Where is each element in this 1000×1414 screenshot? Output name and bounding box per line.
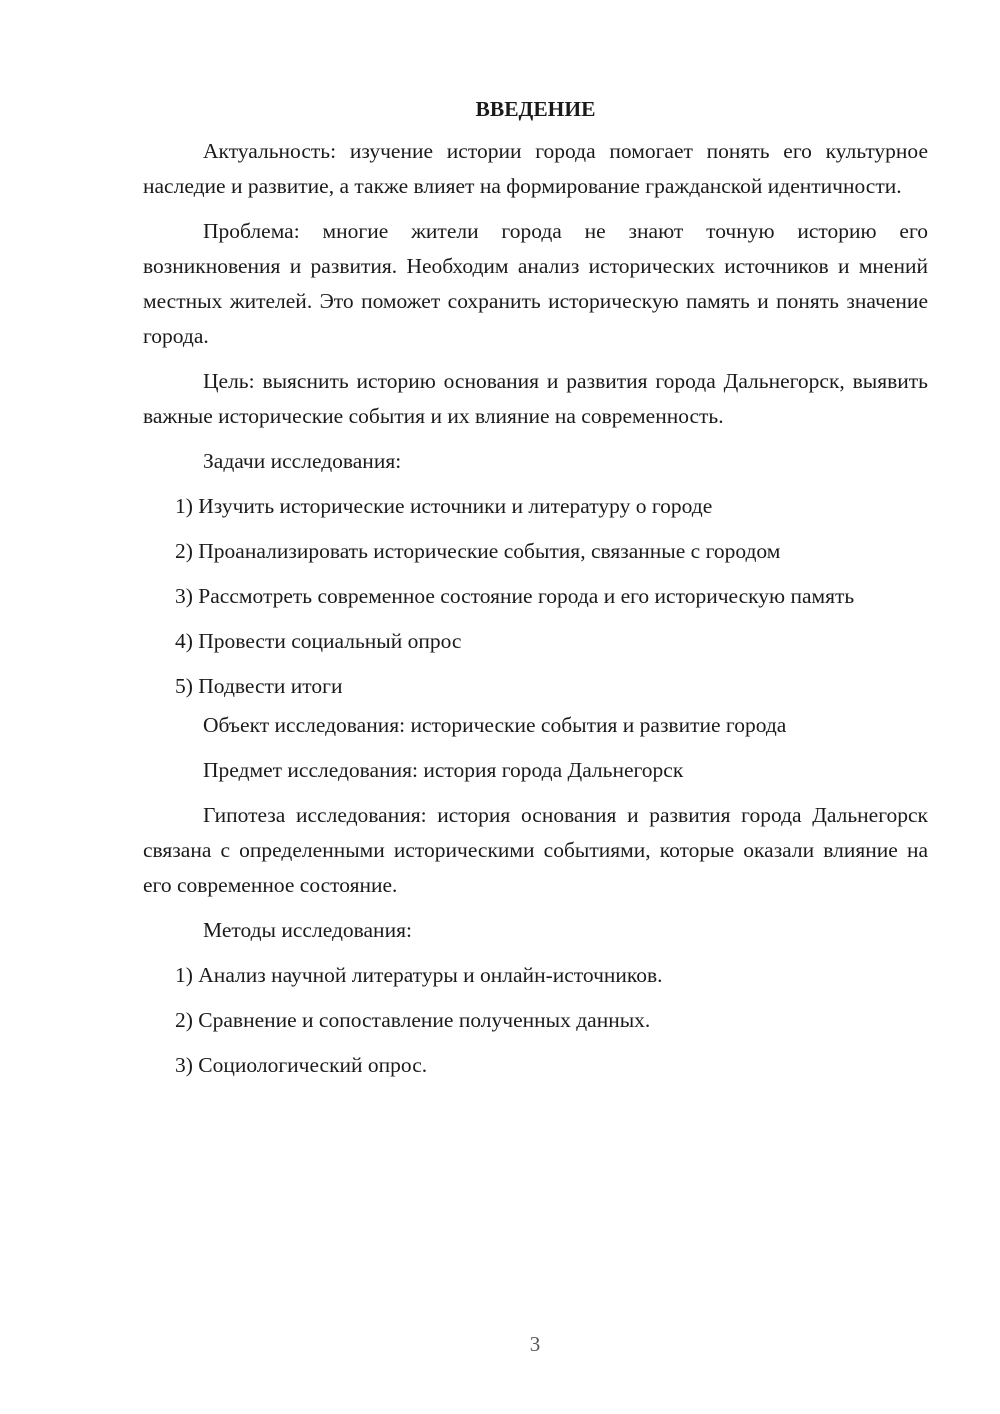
task-item: 1) Изучить исторические источники и литературу о городе — [175, 494, 713, 518]
page-number: 3 — [529, 1332, 541, 1356]
task-item: 3) Рассмотреть современное состояние города и его историческую память — [175, 584, 855, 608]
task-item: 5) Подвести итоги — [175, 674, 343, 698]
goal-paragraph: Цель: выяснить историю основания и развития города Дальнегорск, выявить важные исторические события и их влияние на современность. — [143, 369, 928, 428]
method-item: 3) Социологический опрос. — [175, 1053, 428, 1077]
tasks-heading: Задачи исследования: — [203, 449, 402, 473]
section-title: ВВЕДЕНИЕ — [475, 97, 596, 121]
problem-paragraph: Проблема: многие жители города не знают точную историю его возникновения и развития. Необходим анализ исторических источников и мнений местных жителей. Это поможет сохранить историческую память и понять значение города. — [143, 219, 928, 348]
task-item: 2) Проанализировать исторические события, связанные с городом — [175, 539, 781, 563]
object-paragraph: Объект исследования: исторические события и развитие города — [203, 713, 787, 737]
tasks-list — [143, 489, 928, 704]
document-page — [143, 90, 928, 1093]
hypothesis-paragraph: Гипотеза исследования: история основания и развития города Дальнегорск связана с определенными историческими событиями, которые оказали влияние на его современное состояние. — [143, 803, 928, 897]
task-item: 4) Провести социальный опрос — [175, 629, 462, 653]
method-item: 1) Анализ научной литературы и онлайн-источников. — [175, 963, 663, 987]
relevance-paragraph: Актуальность: изучение истории города помогает понять его культурное наследие и развитие, а также влияет на формирование гражданской идентичности. — [143, 139, 928, 198]
methods-heading: Методы исследования: — [203, 918, 412, 942]
subject-paragraph: Предмет исследования: история города Дальнегорск — [203, 758, 684, 782]
methods-list — [143, 958, 928, 1083]
method-item: 2) Сравнение и сопоставление полученных данных. — [175, 1008, 651, 1032]
